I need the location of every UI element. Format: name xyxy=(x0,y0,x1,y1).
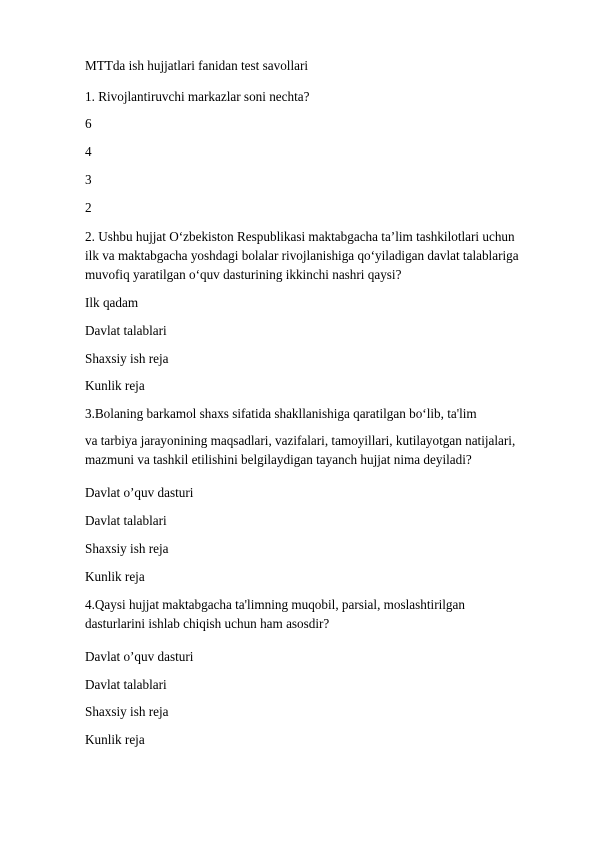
question-1-option-1: 6 xyxy=(85,116,92,131)
question-3-option-1: Davlat o’quv dasturi xyxy=(85,485,194,500)
question-4-option-4: Kunlik reja xyxy=(85,732,145,747)
question-3-option-2: Davlat talablari xyxy=(85,513,167,528)
document-title: MTTda ish hujjatlari fanidan test savollari xyxy=(85,58,309,73)
question-1-option-2: 4 xyxy=(85,144,92,159)
question-1-option-3: 3 xyxy=(85,172,92,187)
question-4-option-2: Davlat talablari xyxy=(85,677,167,692)
question-3-option-4: Kunlik reja xyxy=(85,569,145,584)
question-4-option-1: Davlat o’quv dasturi xyxy=(85,649,194,664)
question-2: 2. Ushbu hujjat O‘zbekiston Respublikasi maktabgacha ta’lim tashkilotlari uchun ilk va maktabgacha yoshdagi bolalar rivojlanishiga qo‘yiladigan davlat talablariga muvofiq yaratilgan o‘quv dasturining ikkinchi nashri qaysi? xyxy=(85,229,519,282)
question-3-continuation: va tarbiya jarayonining maqsadlari, vazifalari, tamoyillari, kutilayotgan natijalari, mazmuni va tashkil etilishini belgilaydigan tayanch hujjat nima deyiladi? xyxy=(85,433,516,467)
question-2-option-1: Ilk qadam xyxy=(85,295,139,310)
question-2-option-2: Davlat talablari xyxy=(85,323,167,338)
question-4-option-3: Shaxsiy ish reja xyxy=(85,704,169,719)
question-3-option-3: Shaxsiy ish reja xyxy=(85,541,169,556)
question-4: 4.Qaysi hujjat maktabgacha ta'limning muqobil, parsial, moslashtirilgan dasturlarini ishlab chiqish uchun ham asosdir? xyxy=(85,597,465,631)
question-2-option-3: Shaxsiy ish reja xyxy=(85,351,169,366)
question-3: 3.Bolaning barkamol shaxs sifatida shakllanishiga qaratilgan bo‘lib, ta'lim xyxy=(85,406,477,421)
question-1-option-4: 2 xyxy=(85,200,92,215)
question-1: 1. Rivojlantiruvchi markazlar soni nechta? xyxy=(85,89,310,104)
question-2-option-4: Kunlik reja xyxy=(85,378,145,393)
